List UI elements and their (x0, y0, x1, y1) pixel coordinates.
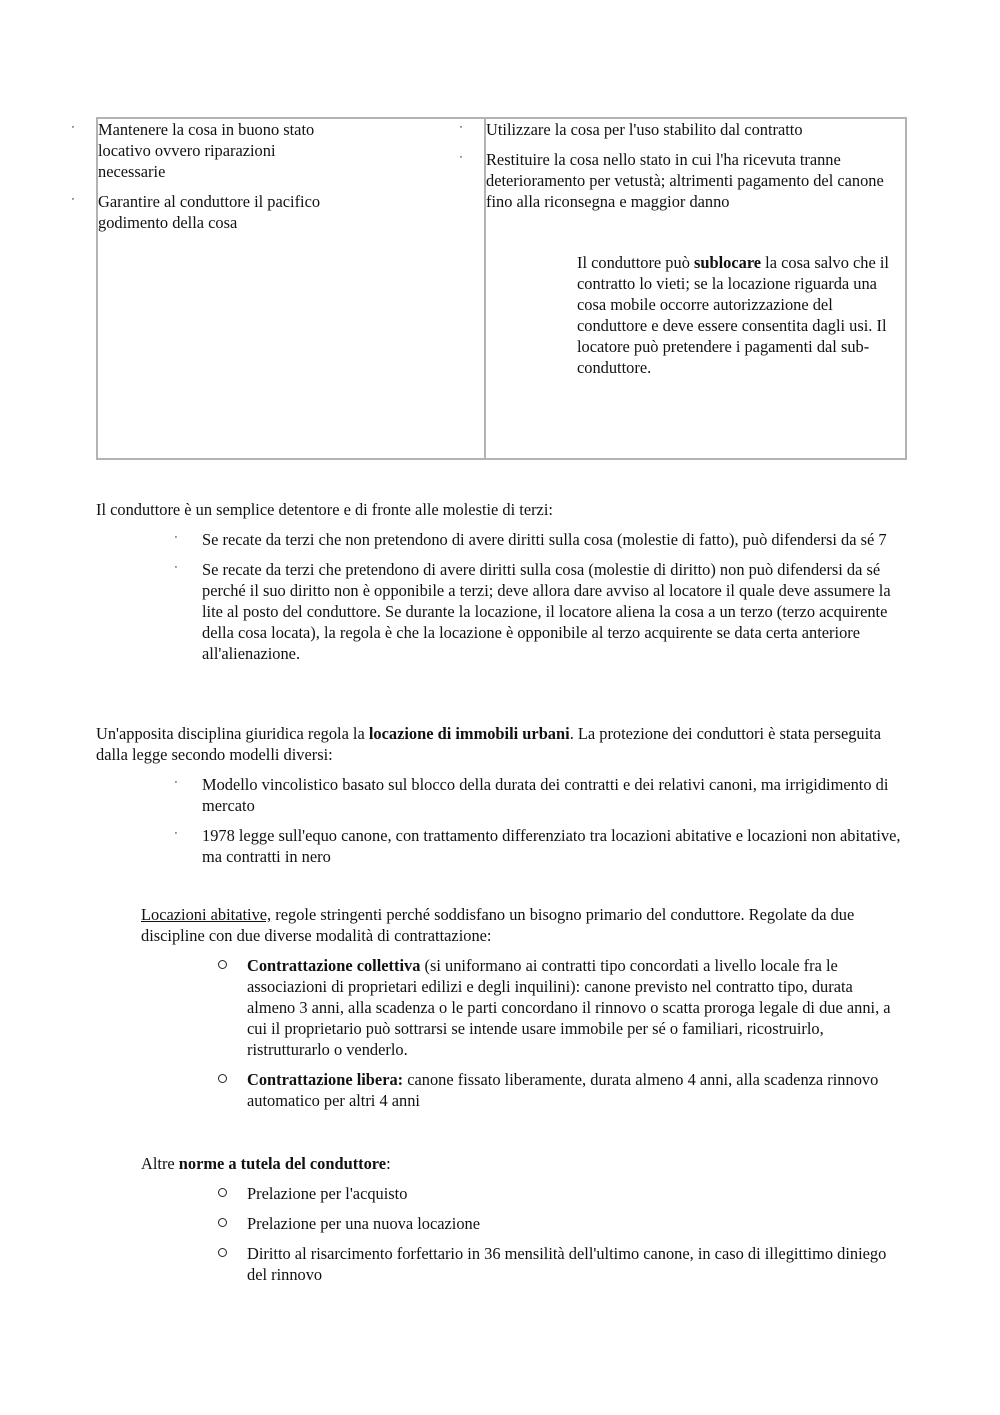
list-item: ٠ Mantenere la cosa in buono stato locativo ovvero riparazioni necessarie (70, 120, 315, 181)
list-item: Contrattazione libera: canone fissato liberamente, durata almeno 4 anni, alla scadenza rinnovo automatico per altri 4 anni (247, 1069, 902, 1111)
contrattazione-list (247, 955, 902, 1111)
list-item: Diritto al risarcimento forfettario in 36 mensilità dell'ultimo canone, in caso di illegittimo diniego del rinnovo (247, 1243, 902, 1285)
circle-bullet-icon (218, 1248, 227, 1257)
molestie-list (173, 529, 902, 664)
list-item: ٠ Utilizzare la cosa per l'uso stabilito dal contratto (458, 120, 803, 139)
bullet-icon: ٠ (70, 193, 76, 205)
bullet-icon: ٠ (458, 151, 464, 163)
left-list (70, 119, 328, 233)
tutela-list (247, 1183, 902, 1285)
modelli-list (173, 774, 902, 867)
circle-bullet-icon (218, 1074, 227, 1083)
list-item: Prelazione per l'acquisto (247, 1183, 902, 1204)
bullet-icon: ٠ (173, 531, 179, 543)
list-item: ٠ Garantire al conduttore il pacifico godimento della cosa (70, 192, 321, 232)
bullet-icon: ٠ (70, 121, 76, 133)
bullet-icon: ٠ (173, 561, 179, 573)
bullet-icon: ٠ (458, 121, 464, 133)
sublease-paragraph: Il conduttore può sublocare la cosa salvo che il contratto lo vieti; se la locazione riguarda una cosa mobile occorre autorizzazione del conduttore e deve essere consentita dagli usi. Il locatore può pretendere i pagamenti dal sub-conduttore. (577, 253, 889, 377)
right-cell (458, 118, 906, 459)
circle-bullet-icon (218, 960, 227, 969)
list-item: ٠ Se recate da terzi che pretendono di avere diritti sulla cosa (molestie di diritto) non può difendersi da sé perché il suo diritto non è opponibile a terzi; deve allora dare avviso al locatore il quale deve assumere la lite al posto del conduttore. Se durante la locazione, il locatore aliena la cosa a un terzo (terzo acquirente della cosa locata), la regola è che la locazione è opponibile al terzo acquirente se data certa anteriore all'alienazione. (173, 560, 891, 663)
bullet-icon: ٠ (173, 776, 179, 788)
circle-bullet-icon (218, 1188, 227, 1197)
list-item: Prelazione per una nuova locazione (247, 1213, 902, 1234)
obligations-table (70, 117, 907, 460)
section-intro: Altre norme a tutela del conduttore: (141, 1154, 391, 1173)
section-molestie (96, 499, 906, 673)
list-item: ٠ 1978 legge sull'equo canone, con trattamento differenziato tra locazioni abitative e locazioni non abitative, ma contratti in nero (173, 826, 901, 866)
section-intro: Il conduttore è un semplice detentore e di fronte alle molestie di terzi: (96, 500, 553, 519)
section-immobili-urbani (96, 723, 906, 876)
section-intro: Un'apposita disciplina giuridica regola la locazione di immobili urbani. La protezione dei conduttori è stata perseguita dalla legge secondo modelli diversi: (96, 724, 881, 764)
left-cell (70, 118, 485, 459)
section-locazioni-abitative (141, 904, 901, 1120)
list-item: ٠ Se recate da terzi che non pretendono di avere diritti sulla cosa (molestie di fatto), può difendersi da sé 7 (173, 530, 887, 549)
list-item: ٠ Restituire la cosa nello stato in cui l'ha ricevuta tranne deterioramento per vetustà; altrimenti pagamento del canone fino alla riconsegna e maggior danno (458, 150, 884, 211)
section-norme-tutela (141, 1153, 901, 1294)
right-list (458, 119, 905, 212)
table-row (97, 118, 906, 459)
section-intro: Locazioni abitative, regole stringenti perché soddisfano un bisogno primario del conduttore. Regolate da due discipline con due diverse modalità di contrattazione: (141, 905, 855, 945)
bullet-icon: ٠ (173, 827, 179, 839)
circle-bullet-icon (218, 1218, 227, 1227)
list-item: Contrattazione collettiva (si uniformano ai contratti tipo concordati a livello locale fra le associazioni di proprietari edilizi e degli inquilini): canone previsto nel contratto tipo, durata almeno 3 anni, alla scadenza o le parti concordano il rinnovo o scatta proroga legale di due anni, a cui il proprietario può sottrarsi se intende usare immobile per sé o familiari, ricostruirlo, ristrutturarlo o venderlo. (247, 955, 902, 1060)
list-item: ٠ Modello vincolistico basato sul blocco della durata dei contratti e dei relativi canoni, ma irrigidimento di mercato (173, 775, 889, 815)
